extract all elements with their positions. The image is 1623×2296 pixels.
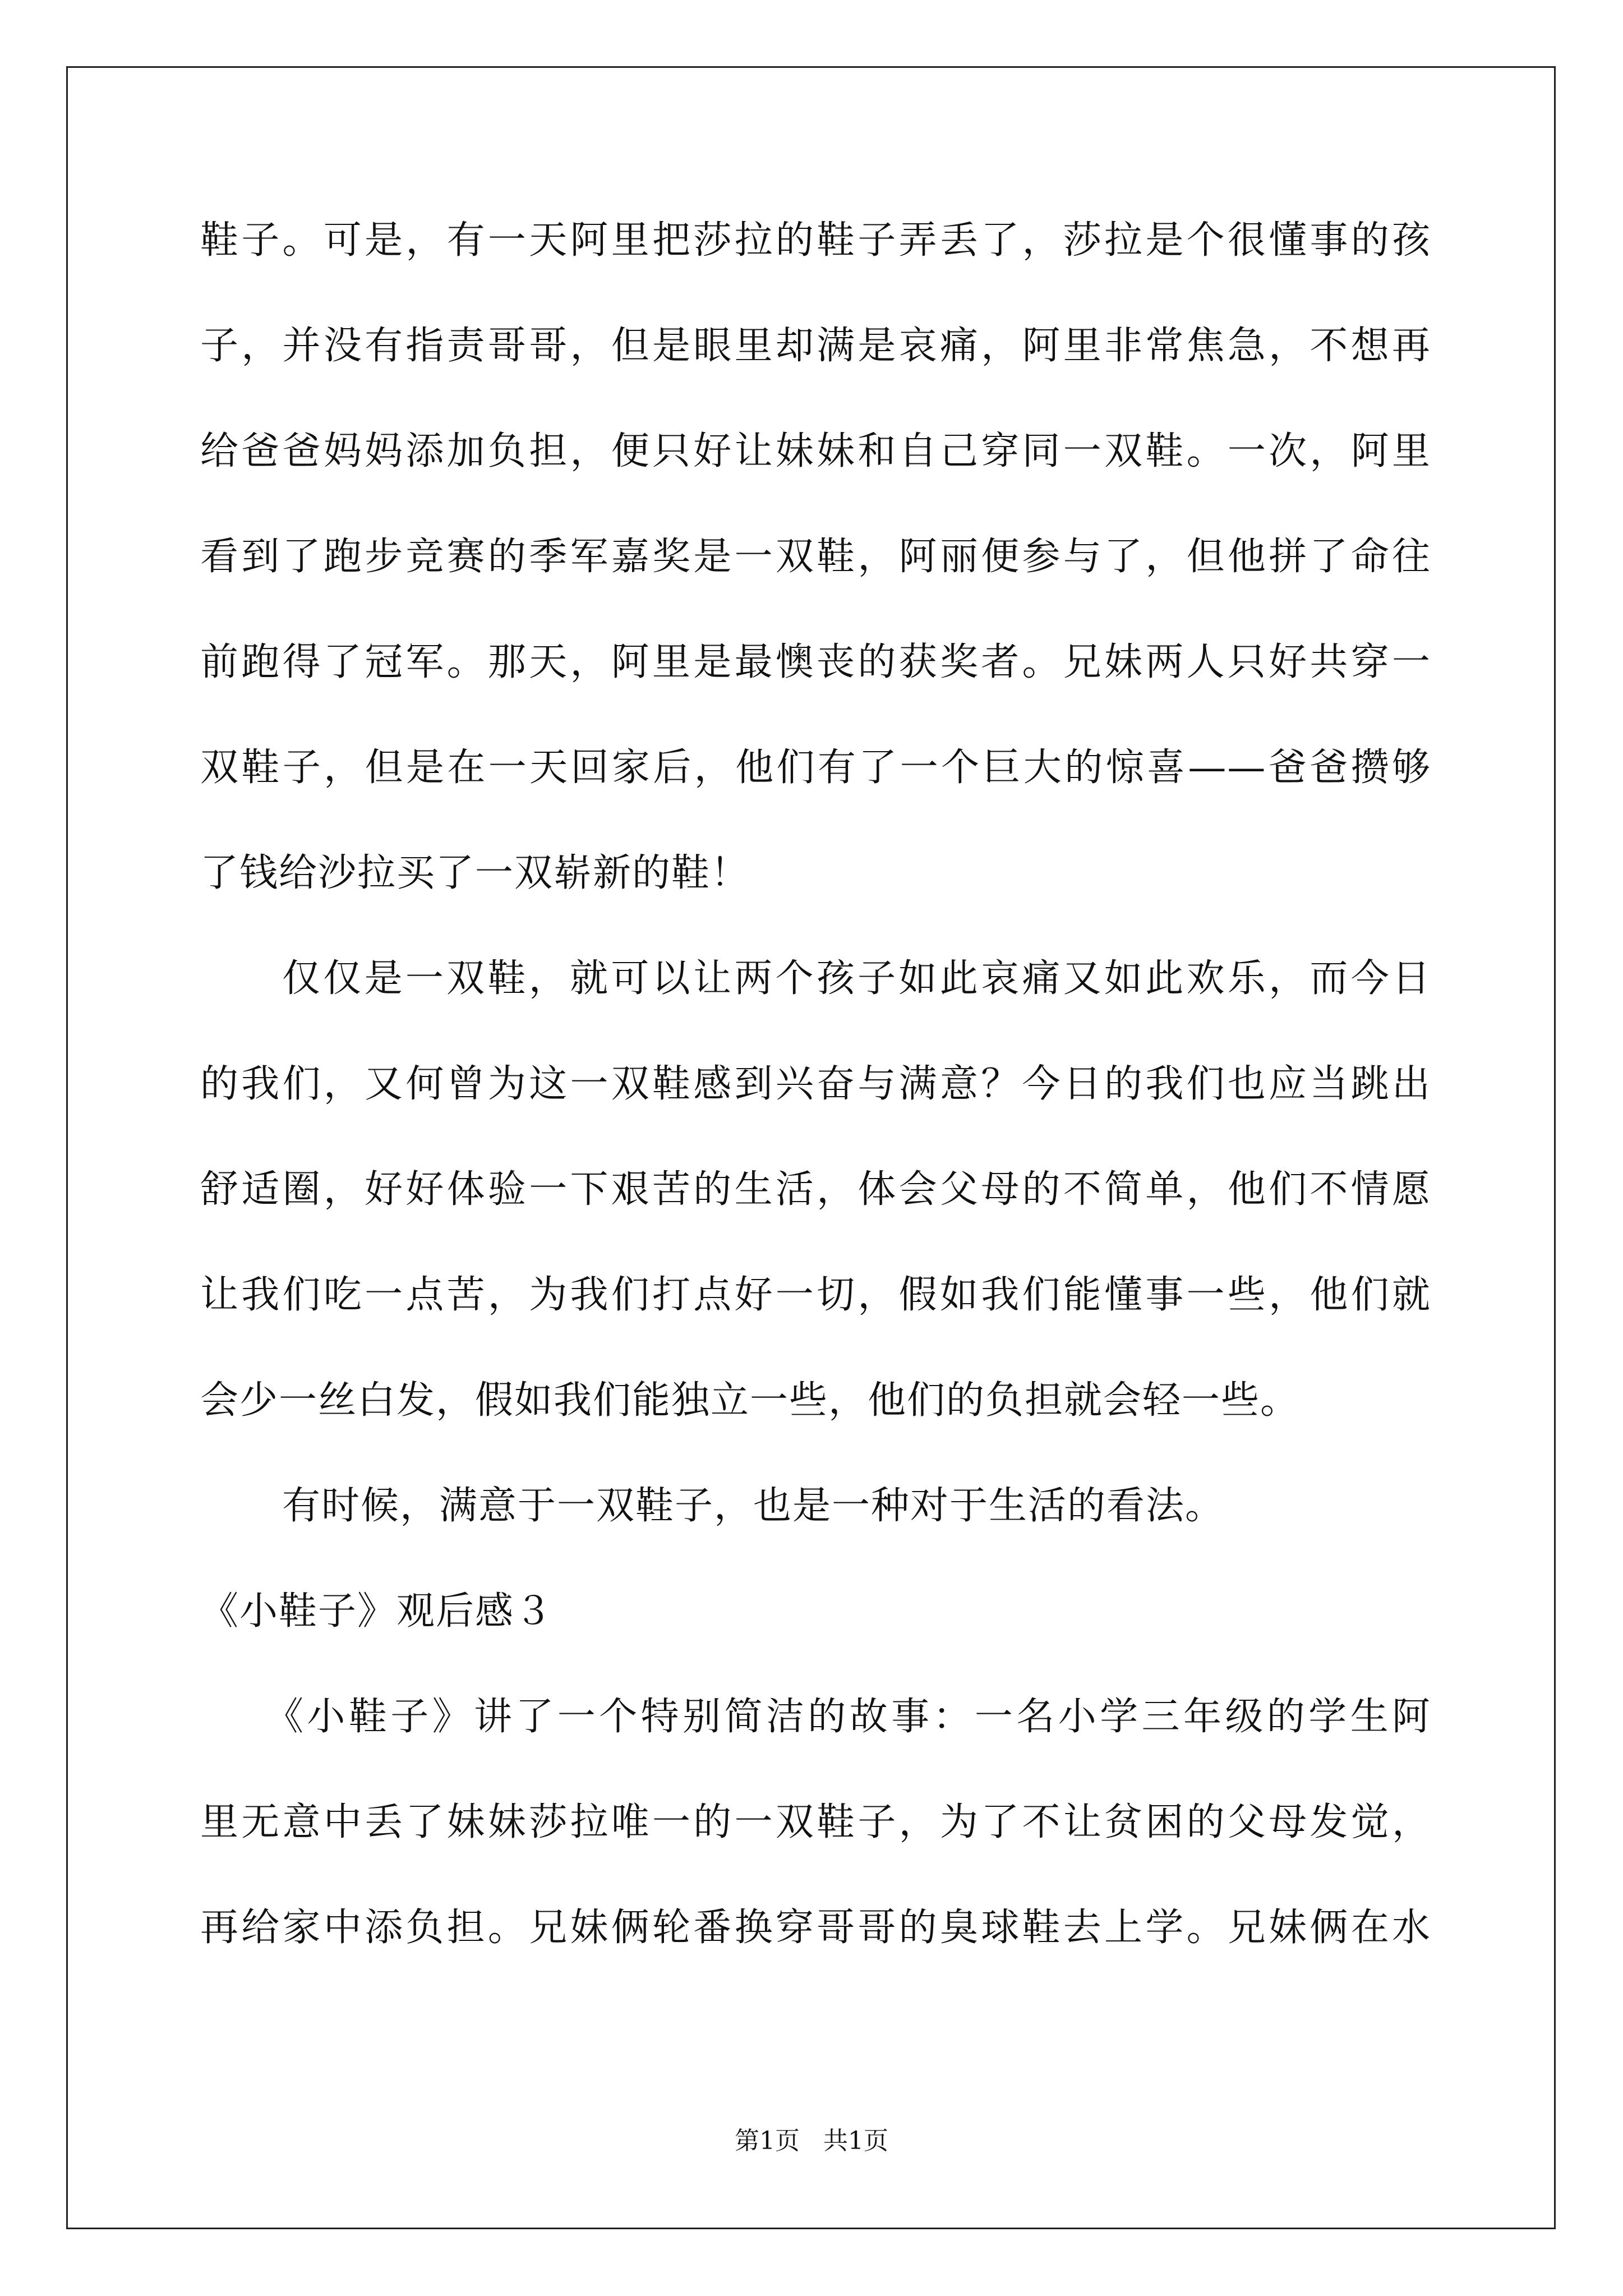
text-line: 让我们吃一点苦，为我们打点好一切，假如我们能懂事一些，他们就: [200, 1273, 1431, 1317]
page-footer: 第1页 共1页: [735, 2127, 888, 2155]
text-line: 再给家中添负担。兄妹俩轮番换穿哥哥的臭球鞋去上学。兄妹俩在水: [200, 1906, 1431, 1950]
text-line: 会少一丝白发，假如我们能独立一些，他们的负担就会轻一些。: [200, 1378, 1300, 1423]
text-line: 双鞋子，但是在一天回家后，他们有了一个巨大的惊喜——爸爸攒够: [200, 746, 1431, 790]
text-line: 舒适圈，好好体验一下艰苦的生活，体会父母的不简单，他们不情愿: [200, 1167, 1431, 1212]
text-line: 前跑得了冠军。那天，阿里是最懊丧的获奖者。兄妹两人只好共穿一: [200, 640, 1431, 684]
text-line: 子，并没有指责哥哥，但是眼里却满是哀痛，阿里非常焦急，不想再: [200, 324, 1431, 368]
section-heading: 《小鞋子》观后感３: [200, 1589, 554, 1634]
paragraph-first-line: 仅仅是一双鞋，就可以让两个孩子如此哀痛又如此欢乐，而今日: [282, 956, 1431, 1001]
text-line: 的我们，又何曾为这一双鞋感到兴奋与满意？今日的我们也应当跳出: [200, 1062, 1431, 1106]
text-line: 了钱给沙拉买了一双崭新的鞋！: [200, 851, 750, 895]
paragraph-first-line: 有时候，满意于一双鞋子，也是一种对于生活的看法。: [282, 1484, 1225, 1528]
text-line: 里无意中丢了妹妹莎拉唯一的一双鞋子，为了不让贫困的父母发觉，: [200, 1800, 1431, 1844]
text-line: 看到了跑步竞赛的季军嘉奖是一双鞋，阿丽便参与了，但他拼了命往: [200, 535, 1431, 579]
text-line: 给爸爸妈妈添加负担，便只好让妹妹和自己穿同一双鞋。一次，阿里: [200, 429, 1431, 473]
text-line: 鞋子。可是，有一天阿里把莎拉的鞋子弄丢了，莎拉是个很懂事的孩: [200, 218, 1431, 263]
page-border: [66, 66, 1556, 2229]
paragraph-first-line: 《小鞋子》讲了一个特别简洁的故事：一名小学三年级的学生阿: [265, 1695, 1431, 1739]
